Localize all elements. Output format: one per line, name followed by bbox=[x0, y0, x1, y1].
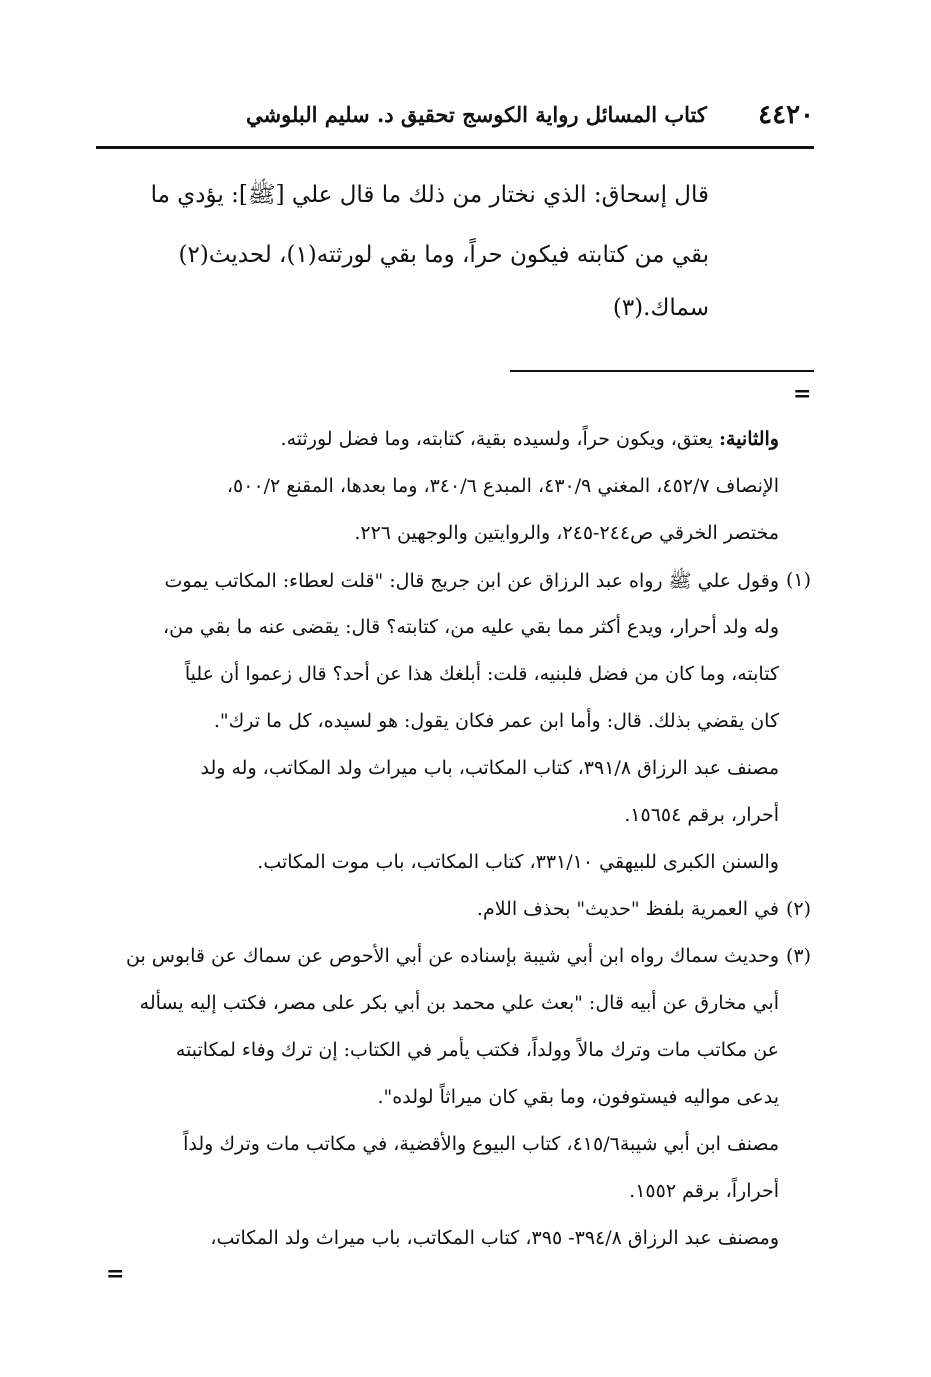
footnote-3-line-1: وحديث سماك رواه ابن أبي شيبة بإسناده عن أبي الأحوص عن سماك عن قابوس بن bbox=[126, 945, 779, 967]
page-number: ٤٤٢٠ bbox=[758, 100, 814, 130]
footnote-3-line-7: ومصنف عبد الرزاق ٣٩٤/٨- ٣٩٥، كتاب المكاتب، باب ميراث ولد المكاتب، bbox=[210, 1227, 779, 1249]
footnote-intro-line-3: مختصر الخرقي ص٢٤٤-٢٤٥، والروايتين والوجهين ٢٢٦. bbox=[354, 522, 779, 544]
footnote-1-line-5: مصنف عبد الرزاق ٣٩١/٨، كتاب المكاتب، باب ميراث ولد المكاتب، وله ولد bbox=[200, 757, 779, 779]
main-text-line-3: سماك.(٣) bbox=[612, 295, 709, 321]
footnote-1-line-6: أحرار، برقم ١٥٦٥٤. bbox=[624, 804, 779, 826]
footnote-separator bbox=[510, 370, 814, 372]
footnote-3-line-3: عن مكاتب مات وترك مالاً وولداً، فكتب يأمر في الكتاب: إن ترك وفاء لمكاتبته bbox=[175, 1039, 779, 1061]
footnote-3-marker: (٣) bbox=[785, 945, 811, 967]
footnote-2-line-1: في العمرية بلفظ "حديث" بحذف اللام. bbox=[476, 898, 779, 920]
main-text-line-2: بقي من كتابته فيكون حراً، وما بقي لورثته(١)، لحديث(٢) bbox=[178, 242, 709, 268]
footnote-intro-line-1 bbox=[281, 428, 779, 450]
page-header bbox=[96, 100, 814, 140]
footnote-1-line-7: والسنن الكبرى للبيهقي ٣٣١/١٠، كتاب المكاتب، باب موت المكاتب. bbox=[257, 851, 779, 873]
footnote-3-line-4: يدعى مواليه فيستوفون، وما بقي كان ميراثاً لولده". bbox=[377, 1086, 779, 1108]
footnote-3-line-6: أحراراً، برقم ١٥٥٢. bbox=[629, 1180, 779, 1202]
footnote-1-line-3: كتابته، وما كان من فضل فلبنيه، قلت: أبلغك هذا عن أحد؟ قال زعموا أن علياً bbox=[184, 663, 779, 685]
footnote-2-marker: (٢) bbox=[785, 898, 811, 920]
footnote-intro-label: والثانية: bbox=[719, 428, 779, 450]
footnote-1-line-1: وقول علي ﷺ رواه عبد الرزاق عن ابن جريج قال: "قلت لعطاء: المكاتب يموت bbox=[164, 570, 779, 592]
continuation-mark-top: = bbox=[793, 381, 812, 407]
continuation-mark-bottom: = bbox=[106, 1261, 125, 1287]
header-rule bbox=[96, 146, 814, 149]
footnote-3-line-5: مصنف ابن أبي شيبة٤١٥/٦، كتاب البيوع والأقضية، في مكاتب مات وترك ولداً bbox=[183, 1133, 779, 1155]
footnote-3-line-2: أبي مخارق عن أبيه قال: "بعث علي محمد بن أبي بكر على مصر، فكتب إليه يسأله bbox=[139, 992, 779, 1014]
footnote-1-line-2: وله ولد أحرار، ويدع أكثر مما بقي عليه من، كتابته؟ قال: يقضى عنه ما بقي من، bbox=[163, 616, 779, 638]
footnote-1-marker: (١) bbox=[785, 569, 811, 591]
main-text-line-1: قال إسحاق: الذي نختار من ذلك ما قال علي [ﷺ]: يؤدي ما bbox=[150, 182, 709, 208]
footnote-intro-text: يعتق، ويكون حراً، ولسيده بقية، كتابته، وما فضل لورثته. bbox=[280, 428, 713, 450]
footnote-1-line-4: كان يقضي بذلك. قال: وأما ابن عمر فكان يقول: هو لسيده، كل ما ترك". bbox=[213, 710, 779, 732]
running-title: كتاب المسائل رواية الكوسج تحقيق د. سليم البلوشي bbox=[246, 102, 707, 127]
footnote-intro-line-2: الإنصاف ٤٥٢/٧، المغني ٤٣٠/٩، المبدع ٣٤٠/٦، وما بعدها، المقنع ٥٠٠/٢، bbox=[226, 475, 779, 497]
